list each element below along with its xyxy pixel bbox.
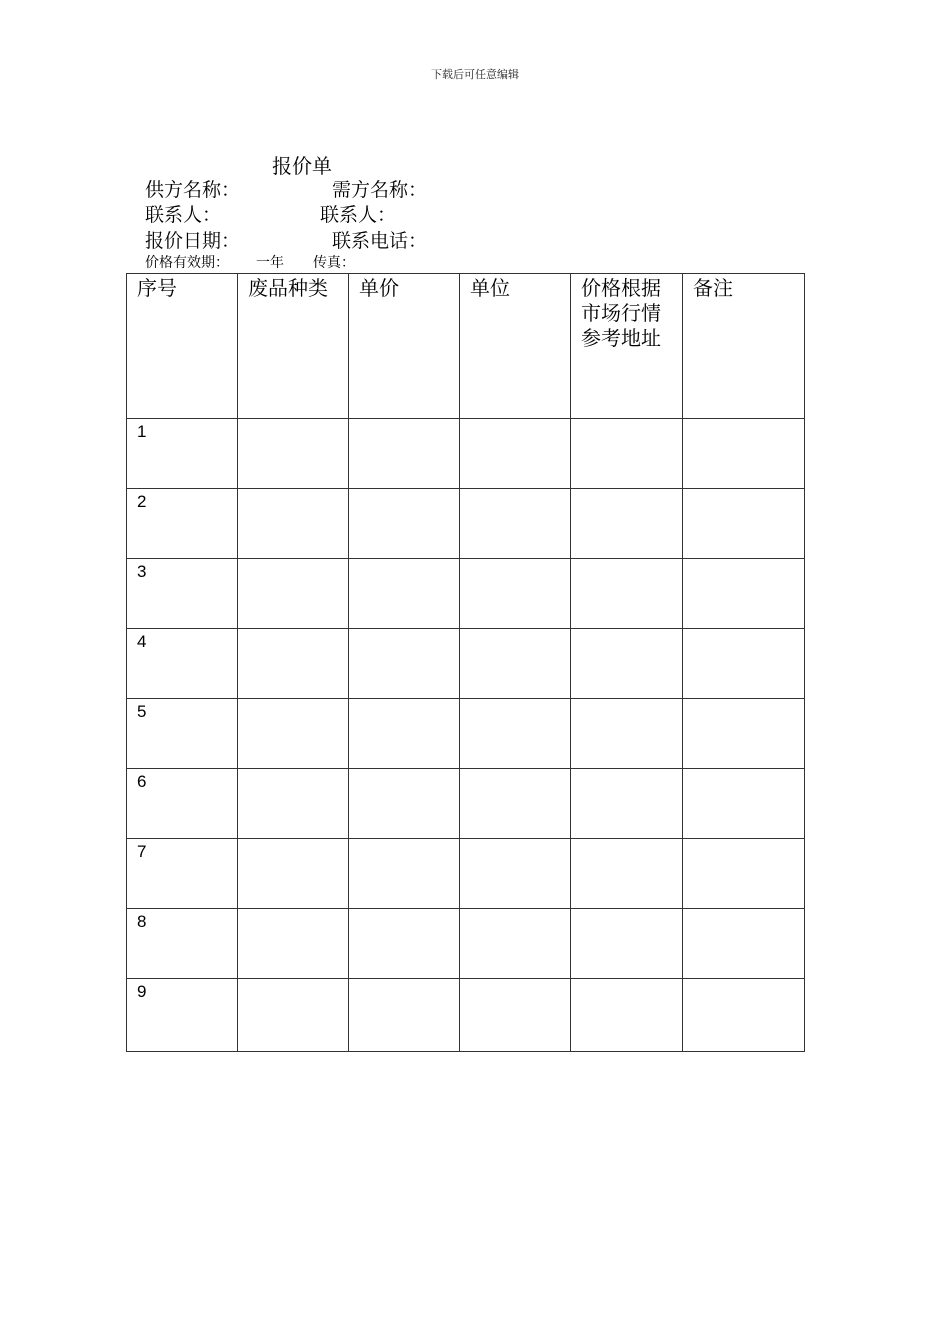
waste-type-cell[interactable] [238, 629, 349, 699]
price-reference-cell[interactable] [571, 419, 683, 489]
remarks-cell[interactable] [683, 629, 805, 699]
unit-cell[interactable] [460, 979, 571, 1052]
price-reference-cell[interactable] [571, 839, 683, 909]
remarks-cell[interactable] [683, 489, 805, 559]
waste-type-cell[interactable] [238, 769, 349, 839]
unit-price-cell[interactable] [349, 979, 460, 1052]
table-row [127, 979, 805, 1052]
row-number: 4 [127, 629, 238, 699]
unit-cell[interactable] [460, 629, 571, 699]
row-number: 8 [127, 909, 238, 979]
unit-price-cell[interactable] [349, 629, 460, 699]
buyer-name-label: 需方名称： [332, 179, 428, 201]
table-row [127, 839, 805, 909]
table-row [127, 629, 805, 699]
unit-price-cell[interactable] [349, 909, 460, 979]
header-cell-waste-type: 废品种类 [238, 274, 349, 419]
header-cell-unit-price: 单价 [349, 274, 460, 419]
fax-label: 传真： [313, 255, 355, 271]
table-row [127, 489, 805, 559]
price-reference-cell[interactable] [571, 629, 683, 699]
table-row [127, 559, 805, 629]
validity-label: 价格有效期： [145, 255, 229, 271]
quote-table [126, 273, 805, 1052]
price-reference-cell[interactable] [571, 699, 683, 769]
unit-cell[interactable] [460, 559, 571, 629]
waste-type-cell[interactable] [238, 699, 349, 769]
supplier-contact-label: 联系人： [145, 204, 222, 226]
header-cell-remarks: 备注 [683, 274, 805, 419]
price-reference-cell[interactable] [571, 769, 683, 839]
waste-type-cell[interactable] [238, 979, 349, 1052]
unit-cell[interactable] [460, 769, 571, 839]
unit-cell[interactable] [460, 839, 571, 909]
row-number: 3 [127, 559, 238, 629]
price-reference-cell[interactable] [571, 979, 683, 1052]
waste-type-cell[interactable] [238, 909, 349, 979]
unit-cell[interactable] [460, 699, 571, 769]
remarks-cell[interactable] [683, 769, 805, 839]
table-row [127, 769, 805, 839]
table-header-row [127, 274, 805, 419]
table-row [127, 909, 805, 979]
row-number: 6 [127, 769, 238, 839]
unit-price-cell[interactable] [349, 699, 460, 769]
quote-date-label: 报价日期： [145, 230, 241, 252]
row-number: 1 [127, 419, 238, 489]
validity-value: 一年 [256, 255, 284, 271]
remarks-cell[interactable] [683, 419, 805, 489]
unit-cell[interactable] [460, 489, 571, 559]
buyer-contact-label: 联系人： [320, 204, 397, 226]
row-number: 2 [127, 489, 238, 559]
unit-price-cell[interactable] [349, 559, 460, 629]
unit-price-cell[interactable] [349, 839, 460, 909]
row-number: 7 [127, 839, 238, 909]
phone-label: 联系电话： [332, 230, 428, 252]
table-row [127, 699, 805, 769]
row-number: 9 [127, 979, 238, 1052]
price-reference-cell[interactable] [571, 909, 683, 979]
unit-price-cell[interactable] [349, 419, 460, 489]
remarks-cell[interactable] [683, 839, 805, 909]
waste-type-cell[interactable] [238, 559, 349, 629]
supplier-name-label: 供方名称： [145, 179, 241, 201]
price-reference-cell[interactable] [571, 489, 683, 559]
remarks-cell[interactable] [683, 559, 805, 629]
document-title: 报价单 [272, 154, 332, 178]
page-header-note: 下载后可任意编辑 [431, 68, 519, 81]
waste-type-cell[interactable] [238, 419, 349, 489]
unit-price-cell[interactable] [349, 769, 460, 839]
header-cell-serial: 序号 [127, 274, 238, 419]
price-reference-cell[interactable] [571, 559, 683, 629]
row-number: 5 [127, 699, 238, 769]
remarks-cell[interactable] [683, 979, 805, 1052]
unit-cell[interactable] [460, 419, 571, 489]
unit-price-cell[interactable] [349, 489, 460, 559]
table-row [127, 419, 805, 489]
header-cell-unit: 单位 [460, 274, 571, 419]
waste-type-cell[interactable] [238, 839, 349, 909]
waste-type-cell[interactable] [238, 489, 349, 559]
remarks-cell[interactable] [683, 909, 805, 979]
unit-cell[interactable] [460, 909, 571, 979]
header-cell-price-reference: 价格根据市场行情参考地址 [571, 274, 683, 419]
remarks-cell[interactable] [683, 699, 805, 769]
